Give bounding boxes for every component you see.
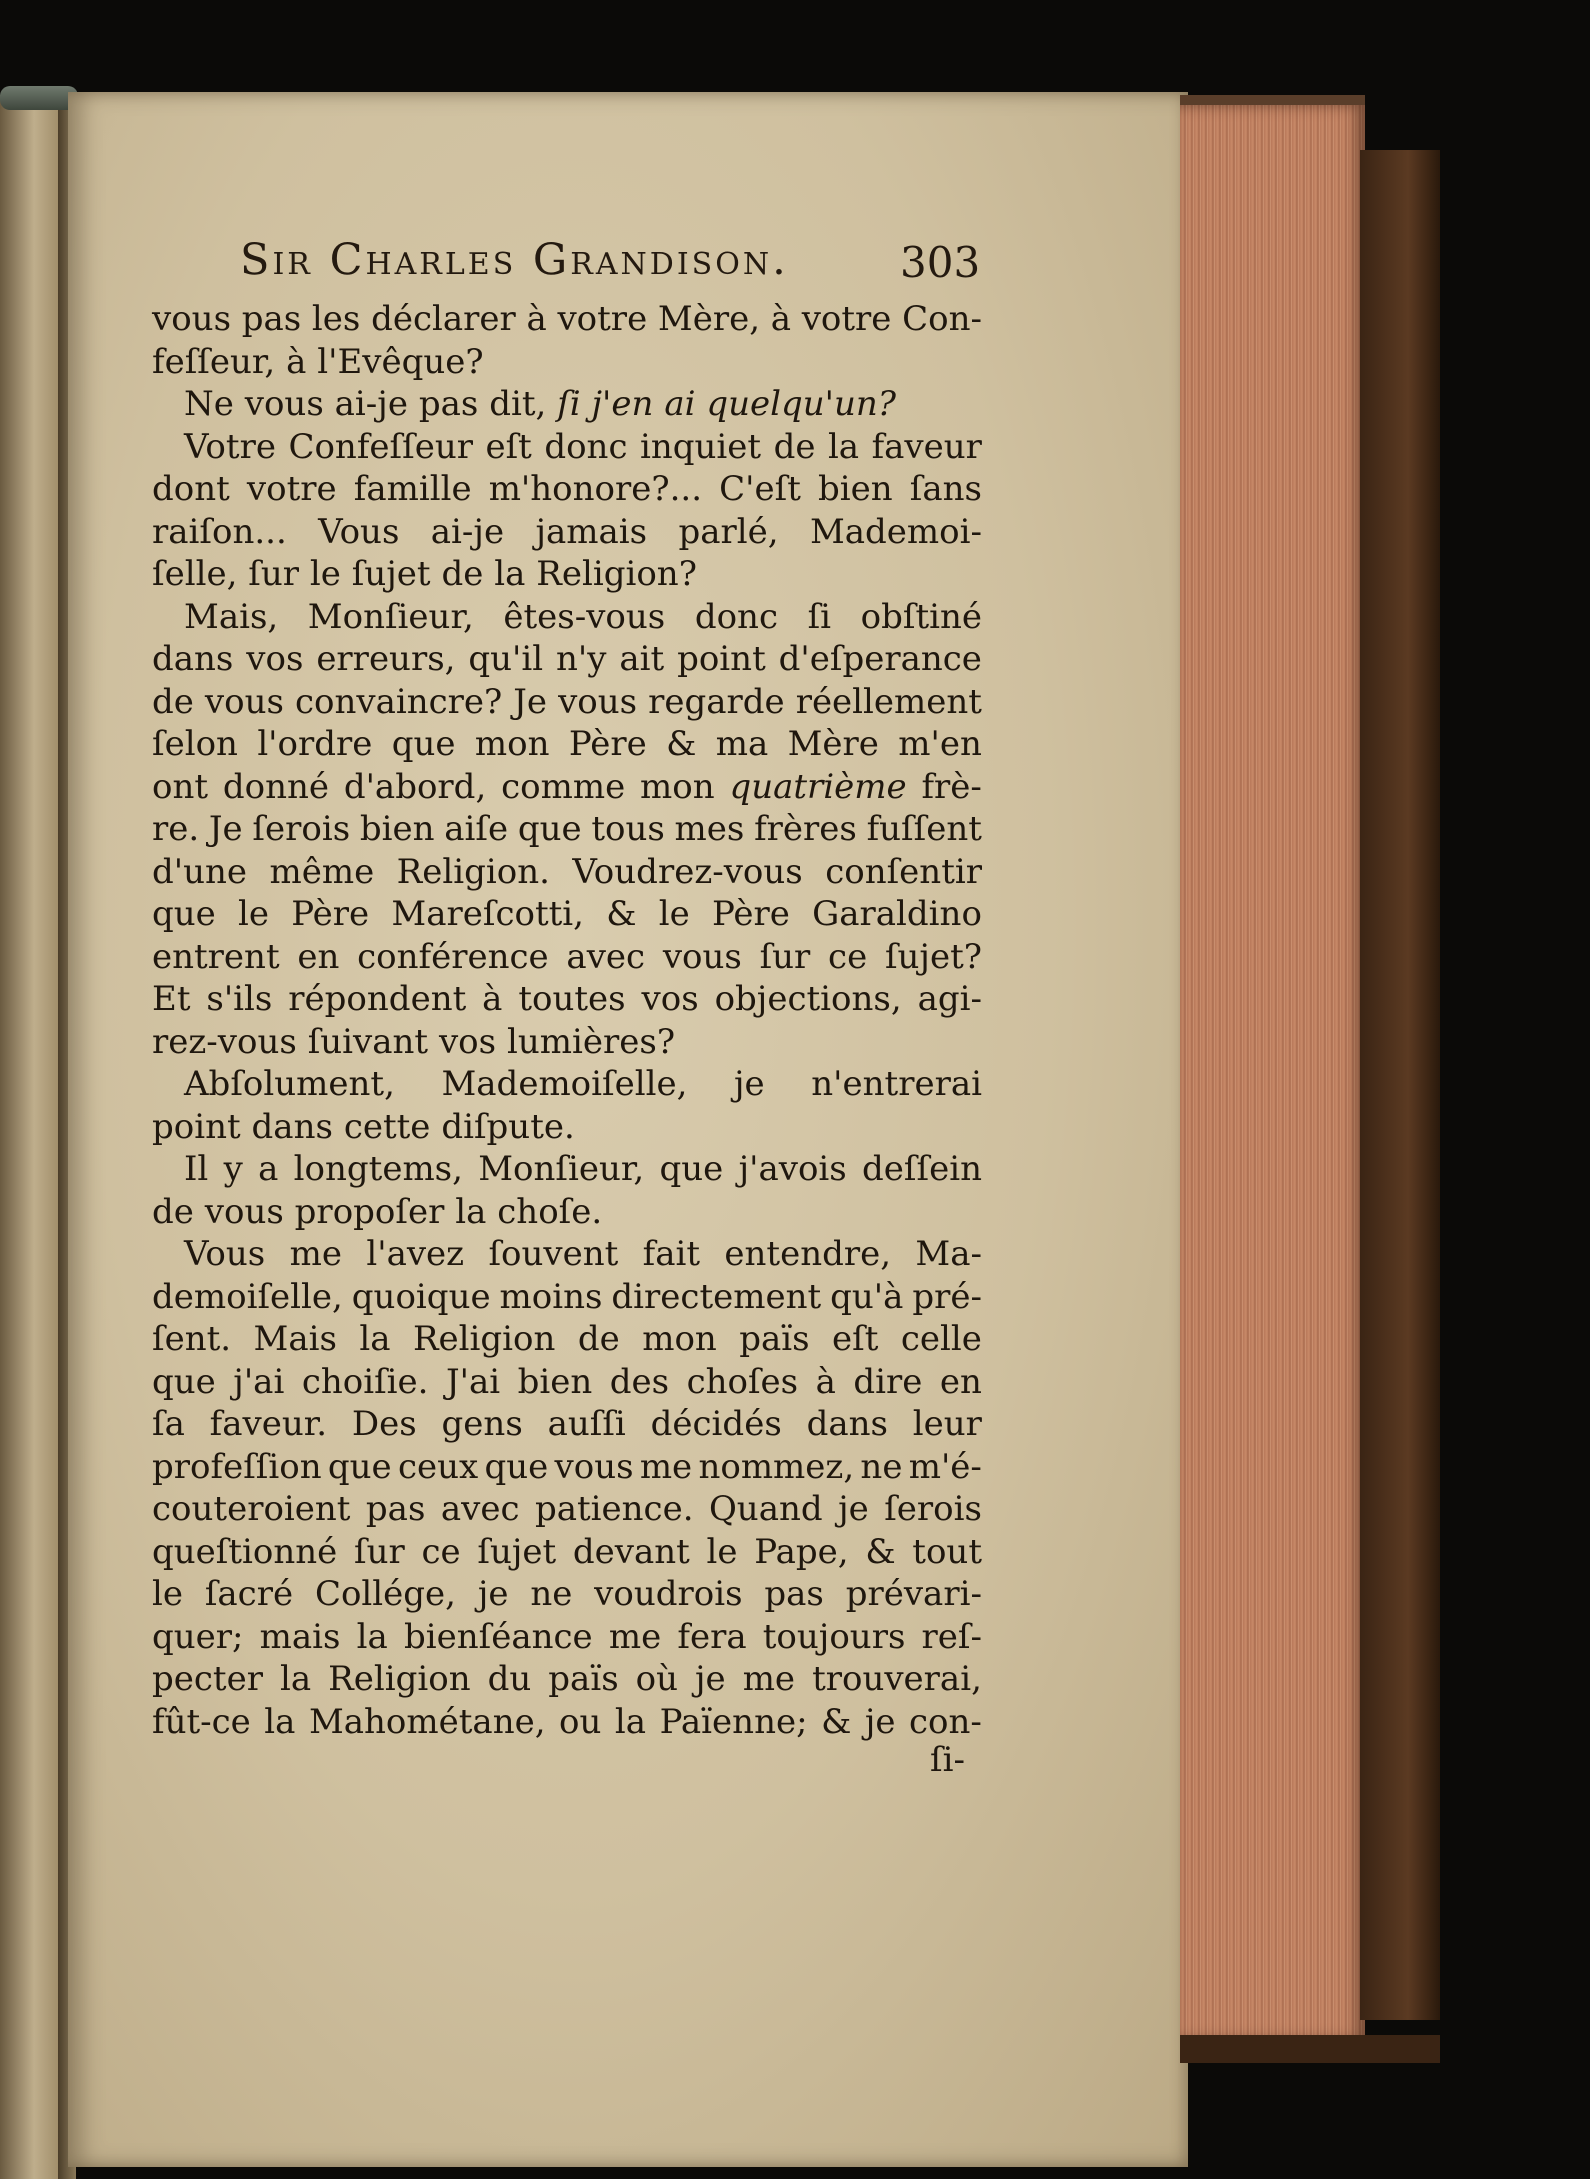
- word: choiſie.: [301, 1361, 429, 1402]
- word: devant: [572, 1531, 690, 1572]
- word: voudrois: [594, 1574, 743, 1614]
- word: décidés: [650, 1404, 782, 1444]
- word: Païenne;: [659, 1701, 808, 1742]
- word: auſſi: [547, 1404, 626, 1444]
- word: pas: [365, 1489, 426, 1529]
- word: ont: [152, 766, 209, 807]
- word: êtes-vous: [503, 596, 666, 637]
- word: me: [608, 1616, 662, 1657]
- word: je: [477, 1574, 509, 1614]
- word: que: [327, 1446, 392, 1487]
- word: leur: [912, 1404, 982, 1444]
- word: Mère: [787, 724, 879, 764]
- word: Garaldino: [812, 894, 982, 934]
- word: bien: [517, 1361, 593, 1402]
- word: conférence: [357, 936, 549, 977]
- italic-word: ai: [664, 384, 696, 424]
- word: Mareſcotti,: [391, 894, 584, 934]
- text-line: [152, 1446, 982, 1489]
- word: la: [455, 1191, 487, 1232]
- italic-word: j'en: [591, 384, 654, 424]
- word: ſuivant: [307, 1021, 429, 1062]
- text-line: [152, 1148, 982, 1191]
- word: réellement: [795, 681, 982, 722]
- word: qu'il: [468, 639, 544, 679]
- word: je: [734, 1064, 765, 1104]
- word: Abſolument,: [184, 1064, 395, 1104]
- word: mon: [642, 1319, 717, 1359]
- text-line: [152, 766, 982, 809]
- word: J'ai: [445, 1361, 501, 1402]
- word: ſerois: [252, 809, 351, 849]
- word: d'eſperance: [778, 639, 982, 679]
- word: fait: [642, 1234, 701, 1274]
- word: Ma-: [915, 1234, 982, 1274]
- word: raiſon...: [152, 511, 287, 552]
- word: vous: [204, 1191, 284, 1232]
- word: ſur: [248, 554, 299, 594]
- word: ſujet: [351, 554, 431, 594]
- word: pas: [241, 299, 302, 339]
- word: Confeſſeur: [288, 426, 473, 467]
- word: dit,: [489, 384, 547, 424]
- word: Religion: [412, 1319, 556, 1359]
- word: dont: [152, 469, 230, 509]
- word: de: [152, 1191, 194, 1232]
- word: Mahométane,: [308, 1701, 546, 1742]
- text-line: [152, 426, 982, 469]
- word: n'y: [556, 639, 607, 679]
- word: bien: [818, 469, 893, 509]
- word: famille: [353, 469, 472, 509]
- word: de: [773, 426, 816, 467]
- word: m'é-: [908, 1446, 982, 1487]
- word: le: [658, 894, 690, 934]
- word: avec: [440, 1489, 520, 1529]
- word: dans: [152, 639, 234, 679]
- text-line: [152, 1701, 982, 1744]
- word: &: [821, 1701, 852, 1742]
- word: Votre: [184, 426, 276, 467]
- word: que: [152, 1361, 216, 1402]
- word: ſelle,: [152, 554, 238, 594]
- word: pecter: [152, 1659, 263, 1699]
- word: deſſein: [862, 1149, 982, 1189]
- word: ſacré: [204, 1574, 294, 1614]
- word: des: [609, 1361, 670, 1402]
- word: ce: [421, 1531, 461, 1572]
- word: votre: [246, 469, 337, 509]
- page-number: 303: [900, 238, 981, 287]
- word: &: [606, 894, 637, 934]
- word: dans: [251, 1106, 333, 1147]
- text-line: [152, 1573, 982, 1616]
- word: donc: [544, 426, 628, 467]
- word: choſes: [686, 1361, 799, 1402]
- word: Monſieur,: [307, 596, 474, 637]
- word: Il: [184, 1149, 209, 1189]
- word: Père: [711, 894, 790, 934]
- text-line: [152, 1191, 982, 1234]
- text-line: [152, 1658, 982, 1701]
- word: de: [577, 1319, 620, 1359]
- word: mes: [674, 809, 745, 849]
- text-line: [152, 1531, 982, 1574]
- word: qu'à: [830, 1276, 904, 1317]
- word: païs: [739, 1319, 810, 1359]
- text-line: [152, 596, 982, 639]
- word: entrent: [152, 936, 280, 977]
- word: parlé,: [678, 511, 779, 552]
- word: Mais: [253, 1319, 337, 1359]
- word: les: [311, 299, 361, 339]
- word: ſujet?: [884, 936, 982, 977]
- word: ſujet: [477, 1531, 557, 1572]
- word: Mademoiſelle,: [441, 1064, 688, 1104]
- word: faveur.: [209, 1404, 328, 1444]
- word: païs: [548, 1659, 619, 1699]
- italic-word: quelqu'un?: [706, 384, 897, 424]
- word: Mère,: [657, 299, 761, 339]
- word: me: [639, 1446, 693, 1487]
- text-line: [152, 1318, 982, 1361]
- word: vous: [244, 384, 324, 424]
- word: que: [484, 1446, 549, 1487]
- word: que: [391, 724, 456, 764]
- text-line: [152, 341, 982, 384]
- text-line: [152, 936, 982, 979]
- text-line: [152, 1403, 982, 1446]
- word: quoique: [351, 1276, 491, 1317]
- word: ſa: [152, 1404, 185, 1444]
- word: Et: [152, 979, 191, 1019]
- word: gens: [441, 1404, 523, 1444]
- word: où: [635, 1659, 679, 1699]
- word: regarde: [648, 681, 785, 722]
- text-line: [152, 1063, 982, 1106]
- word: me: [289, 1234, 342, 1274]
- word: le: [152, 1574, 183, 1614]
- word: ſouvent: [488, 1234, 619, 1274]
- word: Père: [568, 724, 647, 764]
- word: Vous: [184, 1234, 266, 1274]
- word: avec: [566, 936, 646, 977]
- word: l'ordre: [257, 724, 373, 764]
- word: comme: [501, 766, 626, 807]
- word: fera: [677, 1616, 747, 1657]
- word: point: [677, 639, 766, 679]
- word: ſelon: [152, 724, 238, 764]
- text-line: [152, 851, 982, 894]
- cover-board: [1360, 150, 1440, 2020]
- word: ce: [828, 936, 868, 977]
- word: que: [659, 1149, 724, 1189]
- text-line: [152, 1233, 982, 1276]
- word: d'abord,: [343, 766, 487, 807]
- word: Vous: [318, 511, 400, 552]
- word: vos: [246, 639, 304, 679]
- word: ne: [860, 1446, 903, 1487]
- cover-bottom: [1180, 2035, 1440, 2063]
- word: propoſer: [294, 1191, 445, 1232]
- word: ſur: [354, 1531, 405, 1572]
- word: pré-: [912, 1276, 982, 1317]
- word: eſt: [485, 426, 532, 467]
- word: mais: [259, 1616, 341, 1657]
- italic-word: ſi: [557, 384, 581, 424]
- word: moins: [499, 1276, 603, 1317]
- word: de: [152, 681, 194, 722]
- word: la: [356, 1616, 388, 1657]
- text-line: [152, 1488, 982, 1531]
- text-line: [152, 978, 982, 1021]
- word: j'ai: [233, 1361, 285, 1402]
- text-line: [152, 638, 982, 681]
- running-title: Sir Charles Grandison.: [240, 235, 789, 285]
- word: le: [238, 894, 270, 934]
- word: frè-: [921, 766, 982, 807]
- word: choſe.: [497, 1191, 603, 1232]
- word: diſpute.: [441, 1106, 575, 1147]
- word: m'honore?...: [488, 469, 703, 509]
- word: votre: [557, 299, 648, 339]
- word: ſans: [909, 469, 982, 509]
- word: frères: [754, 809, 857, 849]
- italic-word: quatrième: [729, 766, 907, 807]
- catchword: ſi-: [930, 1740, 965, 1780]
- text-line: [152, 383, 982, 426]
- word: me: [742, 1659, 796, 1699]
- text-line: [152, 723, 982, 766]
- text-line: [152, 893, 982, 936]
- word: nommez,: [698, 1446, 855, 1487]
- word: donné: [222, 766, 329, 807]
- binding-cord: [0, 86, 78, 110]
- word: la: [359, 1319, 391, 1359]
- word: Quand: [708, 1489, 823, 1529]
- word: j'avois: [738, 1149, 847, 1189]
- word: Religion?: [536, 554, 697, 594]
- word: la: [494, 554, 526, 594]
- text-line: [152, 1361, 982, 1404]
- word: vous: [152, 299, 232, 339]
- word: Je: [208, 809, 243, 849]
- text-line: [152, 553, 982, 596]
- word: eſt: [832, 1319, 879, 1359]
- word: que: [517, 809, 582, 849]
- word: le: [309, 554, 341, 594]
- word: s'ils: [206, 979, 273, 1019]
- word: à: [815, 1361, 836, 1402]
- word: point: [152, 1106, 241, 1147]
- word: obſtiné: [860, 596, 982, 637]
- word: objections,: [714, 979, 902, 1019]
- word: vous: [554, 1446, 634, 1487]
- left-page-edge: [0, 95, 62, 2179]
- word: toutes: [518, 979, 626, 1019]
- word: mon: [474, 724, 550, 764]
- page-edges: [1180, 105, 1365, 2040]
- word: profeſſion: [152, 1446, 322, 1487]
- word: C'eſt: [719, 469, 801, 509]
- word: couteroient: [152, 1489, 351, 1529]
- word: ou: [559, 1701, 602, 1742]
- word: Religion.: [396, 851, 550, 892]
- word: l'avez: [366, 1234, 465, 1274]
- word: ai-je: [430, 511, 505, 552]
- word: feſſeur,: [152, 341, 276, 382]
- word: pas: [418, 384, 479, 424]
- word: &: [865, 1531, 896, 1572]
- word: à: [482, 979, 503, 1019]
- word: lumières?: [506, 1021, 676, 1062]
- text-line: [152, 1106, 982, 1149]
- text-line: [152, 1616, 982, 1659]
- word: Je: [513, 681, 548, 722]
- word: Ne: [184, 384, 234, 424]
- word: dans: [806, 1404, 888, 1444]
- word: queſtionné: [152, 1531, 338, 1572]
- word: demoiſelle,: [152, 1276, 343, 1317]
- word: la: [827, 426, 860, 467]
- word: ſent.: [152, 1319, 232, 1359]
- word: agi-: [917, 979, 982, 1019]
- word: donc: [694, 596, 778, 637]
- word: longtems,: [293, 1149, 463, 1189]
- word: vos: [438, 1021, 497, 1062]
- word: d'une: [152, 851, 248, 892]
- word: je: [695, 1659, 726, 1699]
- word: reſ-: [921, 1616, 982, 1657]
- word: votre: [801, 299, 892, 339]
- word: &: [666, 724, 697, 764]
- word: en: [297, 936, 340, 977]
- word: ait: [619, 639, 665, 679]
- word: à: [526, 299, 547, 339]
- word: erreurs,: [316, 639, 456, 679]
- word: tout: [912, 1531, 982, 1572]
- word: convaincre?: [294, 681, 503, 722]
- word: je: [838, 1489, 869, 1529]
- word: Mais,: [184, 596, 279, 637]
- word: patience.: [534, 1489, 694, 1529]
- word: aiſe: [444, 809, 509, 849]
- word: à: [286, 341, 307, 382]
- word: conſentir: [825, 851, 982, 892]
- word: fuſſent: [866, 809, 982, 849]
- word: faveur: [871, 426, 982, 467]
- word: du: [487, 1659, 532, 1699]
- word: con-: [909, 1701, 982, 1742]
- word: a: [258, 1149, 279, 1189]
- word: ceux: [397, 1446, 479, 1487]
- word: ſerois: [884, 1489, 982, 1529]
- word: ſur: [759, 936, 811, 977]
- word: entendre,: [724, 1234, 892, 1274]
- word: re.: [152, 809, 200, 849]
- word: je: [864, 1701, 896, 1742]
- text-line: [152, 808, 982, 851]
- word: ne: [530, 1574, 573, 1614]
- word: fût-ce: [152, 1701, 251, 1742]
- word: Con-: [902, 299, 982, 339]
- word: pas: [764, 1574, 824, 1614]
- word: même: [269, 851, 375, 892]
- word: répondent: [288, 979, 467, 1019]
- word: la: [614, 1701, 647, 1742]
- word: en: [939, 1361, 982, 1402]
- word: mon: [640, 766, 715, 807]
- word: jamais: [535, 511, 648, 552]
- word: trouverai,: [812, 1659, 982, 1699]
- word: la: [279, 1659, 312, 1699]
- word: à: [770, 299, 791, 339]
- text-line: [152, 1276, 982, 1319]
- text-line: [152, 298, 982, 341]
- word: vous: [204, 681, 284, 722]
- word: m'en: [898, 724, 982, 764]
- text-line: [152, 468, 982, 511]
- word: de: [441, 554, 484, 594]
- word: Pape,: [754, 1531, 849, 1572]
- body-text: [152, 298, 982, 1743]
- word: inquiet: [639, 426, 762, 467]
- word: déclarer: [371, 299, 516, 339]
- word: ma: [715, 724, 769, 764]
- word: Collége,: [314, 1574, 456, 1614]
- word: vous: [558, 681, 638, 722]
- word: rez-vous: [152, 1021, 297, 1062]
- text-line: [152, 511, 982, 554]
- word: quer;: [152, 1616, 244, 1657]
- word: tous: [591, 809, 665, 849]
- text-line: [152, 681, 982, 724]
- word: cette: [343, 1106, 431, 1147]
- word: Voudrez-vous: [572, 851, 803, 892]
- word: toujours: [762, 1616, 906, 1657]
- word: l'Evêque?: [317, 341, 484, 382]
- word: celle: [900, 1319, 982, 1359]
- word: bien: [359, 809, 435, 849]
- word: Monſieur,: [478, 1149, 645, 1189]
- word: bienſéance: [403, 1616, 593, 1657]
- word: n'entrerai: [811, 1064, 982, 1104]
- text-line: [152, 1021, 982, 1064]
- word: y: [223, 1149, 243, 1189]
- word: Des: [351, 1404, 417, 1444]
- word: Père: [291, 894, 370, 934]
- word: ai-je: [334, 384, 408, 424]
- word: que: [152, 894, 216, 934]
- word: ſi: [807, 596, 832, 637]
- word: Mademoi-: [809, 511, 982, 552]
- word: Religion: [328, 1659, 471, 1699]
- word: le: [706, 1531, 738, 1572]
- word: la: [264, 1701, 296, 1742]
- word: prévari-: [845, 1574, 982, 1614]
- word: dire: [853, 1361, 923, 1402]
- word: vos: [641, 979, 699, 1019]
- word: directement: [611, 1276, 822, 1317]
- word: vous: [662, 936, 742, 977]
